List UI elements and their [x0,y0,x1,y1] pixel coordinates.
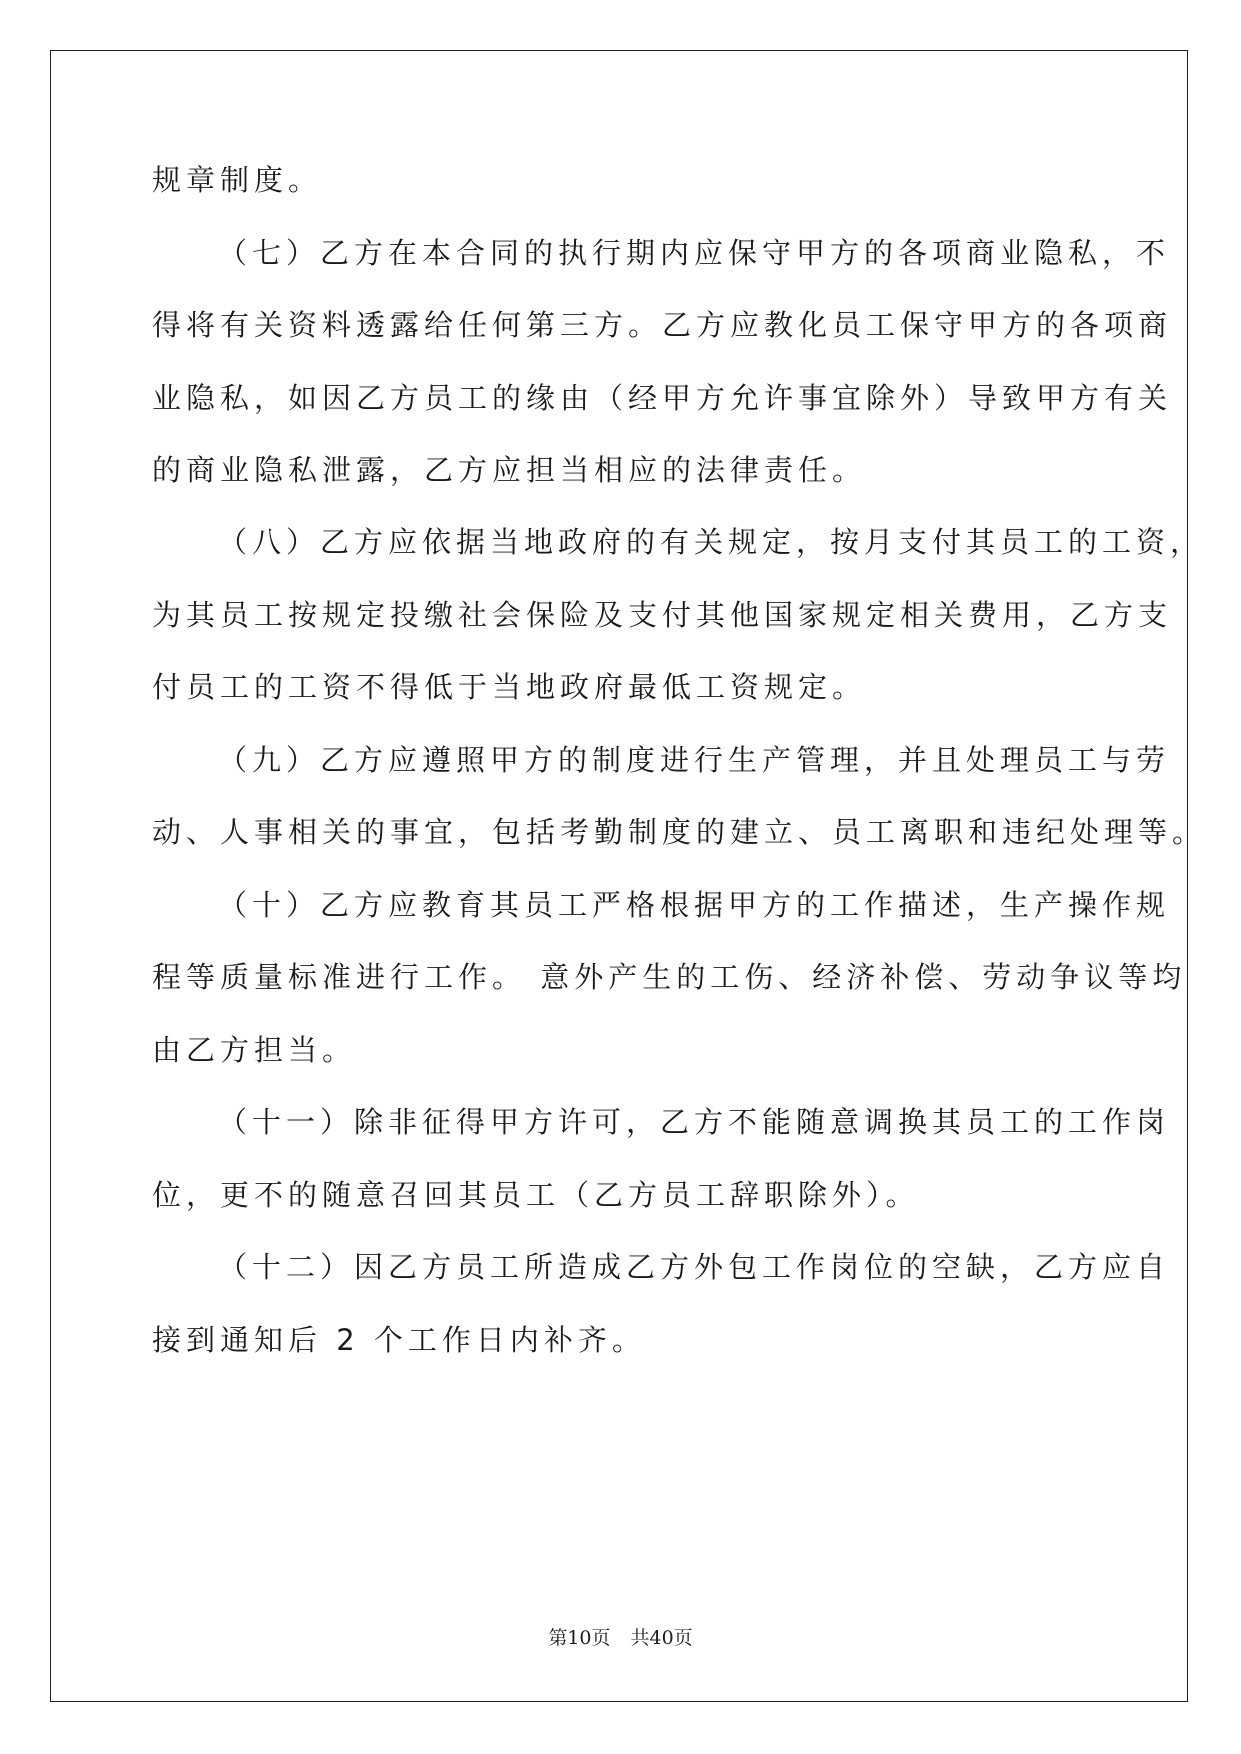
text-line: 为其员工按规定投缴社会保险及支付其他国家规定相关费用，乙方支 [152,598,1173,632]
paragraph-start-line: （十二）因乙方员工所造成乙方外包工作岗位的空缺，乙方应自 [218,1250,1171,1284]
text-line: 付员工的工资不得低于当地政府最低工资规定。 [152,670,867,704]
text-line: 动、人事相关的事宜，包括考勤制度的建立、员工离职和违纪处理等。 [152,815,1207,849]
text-line: 由乙方担当。 [152,1033,357,1067]
current-page-number: 第10页 [548,1627,611,1649]
text-line: 业隐私，如因乙方员工的缘由（经甲方允许事宜除外）导致甲方有关 [152,381,1173,415]
text-line: 规章制度。 [152,163,323,197]
text-line: 位，更不的随意召回其员工（乙方员工辞职除外）。 [152,1178,920,1212]
text-line: 接到通知后 2 个工作日内补齐。 [152,1323,646,1357]
page-border [50,50,1188,1702]
paragraph-start-line: （八）乙方应依据当地政府的有关规定，按月支付其员工的工资， [218,525,1205,559]
paragraph-start-line: （七）乙方在本合同的执行期内应保守甲方的各项商业隐私，不 [218,236,1171,270]
paragraph-start-line: （十一）除非征得甲方许可，乙方不能随意调换其员工的工作岗 [218,1105,1171,1139]
text-line: 得将有关资料透露给任何第三方。乙方应教化员工保守甲方的各项商 [152,308,1173,342]
total-page-count: 共40页 [630,1627,693,1649]
page-footer [0,1625,1241,1651]
paragraph-start-line: （九）乙方应遵照甲方的制度进行生产管理，并且处理员工与劳 [218,743,1171,777]
text-line: 的商业隐私泄露，乙方应担当相应的法律责任。 [152,453,867,487]
text-line: 程等质量标准进行工作。 意外产生的工伤、经济补偿、劳动争议等均 [152,960,1187,994]
paragraph-start-line: （十）乙方应教育其员工严格根据甲方的工作描述，生产操作规 [218,888,1171,922]
